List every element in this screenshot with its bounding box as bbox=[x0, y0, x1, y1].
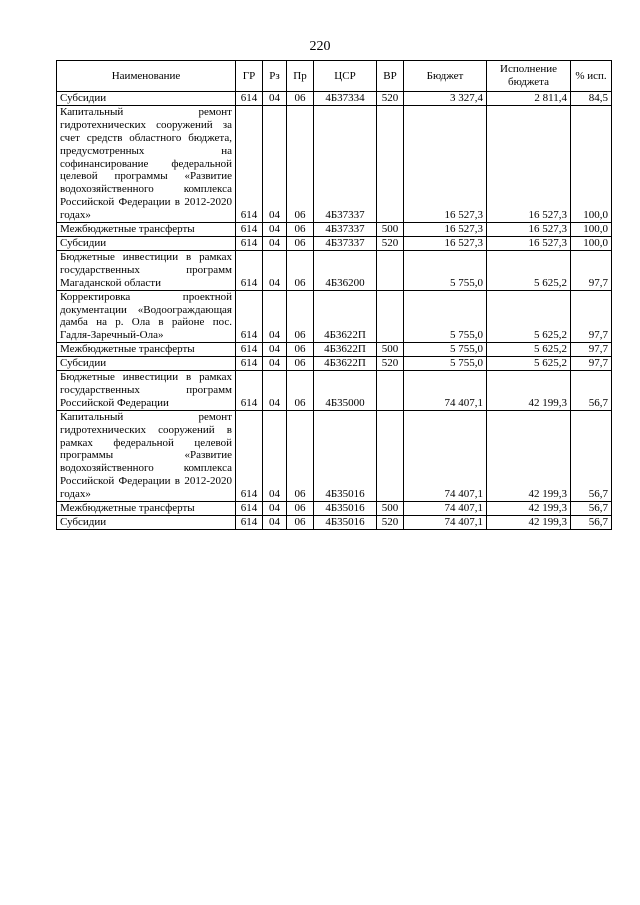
cell-gr: 614 bbox=[236, 410, 263, 501]
table-row bbox=[57, 357, 612, 371]
cell-pr: 06 bbox=[287, 92, 314, 106]
cell-rz: 04 bbox=[263, 223, 287, 237]
table-row bbox=[57, 250, 612, 290]
cell-execution: 5 625,2 bbox=[487, 250, 571, 290]
cell-budget: 16 527,3 bbox=[404, 105, 487, 222]
cell-percent: 56,7 bbox=[571, 410, 612, 501]
cell-pr: 06 bbox=[287, 357, 314, 371]
cell-execution: 16 527,3 bbox=[487, 223, 571, 237]
cell-budget: 74 407,1 bbox=[404, 516, 487, 530]
cell-percent: 56,7 bbox=[571, 371, 612, 411]
cell-pr: 06 bbox=[287, 371, 314, 411]
cell-gr: 614 bbox=[236, 223, 263, 237]
cell-vr: 520 bbox=[377, 516, 404, 530]
cell-budget: 16 527,3 bbox=[404, 223, 487, 237]
cell-percent: 84,5 bbox=[571, 92, 612, 106]
cell-gr: 614 bbox=[236, 236, 263, 250]
cell-vr: 520 bbox=[377, 92, 404, 106]
table-row bbox=[57, 502, 612, 516]
cell-pr: 06 bbox=[287, 236, 314, 250]
cell-csr: 4Б37337 bbox=[314, 223, 377, 237]
cell-name: Субсидии bbox=[57, 236, 236, 250]
cell-execution: 42 199,3 bbox=[487, 502, 571, 516]
header-execution: Исполнение бюджета bbox=[487, 61, 571, 92]
header-budget: Бюджет bbox=[404, 61, 487, 92]
header-rz: Рз bbox=[263, 61, 287, 92]
cell-rz: 04 bbox=[263, 250, 287, 290]
cell-rz: 04 bbox=[263, 516, 287, 530]
cell-execution: 42 199,3 bbox=[487, 410, 571, 501]
cell-execution: 16 527,3 bbox=[487, 236, 571, 250]
cell-budget: 3 327,4 bbox=[404, 92, 487, 106]
cell-name: Бюджетные инвестиции в рамках государственных программ Магаданской области bbox=[57, 250, 236, 290]
cell-percent: 97,7 bbox=[571, 357, 612, 371]
cell-rz: 04 bbox=[263, 290, 287, 343]
cell-pr: 06 bbox=[287, 250, 314, 290]
cell-execution: 5 625,2 bbox=[487, 343, 571, 357]
cell-gr: 614 bbox=[236, 290, 263, 343]
cell-execution: 5 625,2 bbox=[487, 357, 571, 371]
table-row bbox=[57, 105, 612, 222]
cell-budget: 74 407,1 bbox=[404, 371, 487, 411]
cell-pr: 06 bbox=[287, 502, 314, 516]
cell-budget: 16 527,3 bbox=[404, 236, 487, 250]
table-row bbox=[57, 236, 612, 250]
cell-execution: 16 527,3 bbox=[487, 105, 571, 222]
cell-budget: 5 755,0 bbox=[404, 343, 487, 357]
cell-name: Капитальный ремонт гидротехнических сооружений в рамках федеральной целевой программы «Развитие водохозяйственного комплекса Российской Федерации в 2012-2020 годах» bbox=[57, 410, 236, 501]
cell-percent: 97,7 bbox=[571, 250, 612, 290]
cell-pr: 06 bbox=[287, 516, 314, 530]
header-name: Наименование bbox=[57, 61, 236, 92]
cell-pr: 06 bbox=[287, 105, 314, 222]
cell-gr: 614 bbox=[236, 516, 263, 530]
header-gr: ГР bbox=[236, 61, 263, 92]
cell-budget: 74 407,1 bbox=[404, 410, 487, 501]
cell-csr: 4Б35016 bbox=[314, 516, 377, 530]
cell-budget: 5 755,0 bbox=[404, 357, 487, 371]
cell-csr: 4Б3622П bbox=[314, 343, 377, 357]
cell-percent: 97,7 bbox=[571, 290, 612, 343]
cell-budget: 5 755,0 bbox=[404, 290, 487, 343]
cell-csr: 4Б37334 bbox=[314, 92, 377, 106]
table-row bbox=[57, 343, 612, 357]
cell-rz: 04 bbox=[263, 92, 287, 106]
cell-vr: 520 bbox=[377, 357, 404, 371]
cell-rz: 04 bbox=[263, 357, 287, 371]
cell-gr: 614 bbox=[236, 250, 263, 290]
cell-vr: 500 bbox=[377, 502, 404, 516]
cell-name: Корректировка проектной документации «Водоограждающая дамба на р. Ола в районе пос. Гадля-Заречный-Ола» bbox=[57, 290, 236, 343]
cell-vr: 500 bbox=[377, 343, 404, 357]
cell-pr: 06 bbox=[287, 290, 314, 343]
cell-csr: 4Б35016 bbox=[314, 502, 377, 516]
cell-vr bbox=[377, 250, 404, 290]
cell-vr: 500 bbox=[377, 223, 404, 237]
cell-execution: 2 811,4 bbox=[487, 92, 571, 106]
cell-name: Бюджетные инвестиции в рамках государственных программ Российской Федерации bbox=[57, 371, 236, 411]
cell-percent: 100,0 bbox=[571, 236, 612, 250]
cell-execution: 42 199,3 bbox=[487, 516, 571, 530]
cell-pr: 06 bbox=[287, 343, 314, 357]
cell-name: Межбюджетные трансферты bbox=[57, 343, 236, 357]
table-row bbox=[57, 410, 612, 501]
table-row bbox=[57, 92, 612, 106]
cell-vr bbox=[377, 105, 404, 222]
cell-percent: 56,7 bbox=[571, 516, 612, 530]
cell-vr: 520 bbox=[377, 236, 404, 250]
cell-csr: 4Б35000 bbox=[314, 371, 377, 411]
cell-csr: 4Б37337 bbox=[314, 105, 377, 222]
table-row bbox=[57, 223, 612, 237]
table-row bbox=[57, 516, 612, 530]
header-percent: % исп. bbox=[571, 61, 612, 92]
cell-rz: 04 bbox=[263, 371, 287, 411]
cell-gr: 614 bbox=[236, 371, 263, 411]
cell-rz: 04 bbox=[263, 236, 287, 250]
cell-budget: 74 407,1 bbox=[404, 502, 487, 516]
table-header-row bbox=[57, 61, 612, 92]
cell-rz: 04 bbox=[263, 105, 287, 222]
cell-name: Субсидии bbox=[57, 357, 236, 371]
page-number: 220 bbox=[309, 39, 331, 54]
cell-name: Субсидии bbox=[57, 516, 236, 530]
cell-execution: 42 199,3 bbox=[487, 371, 571, 411]
cell-name: Капитальный ремонт гидротехнических сооружений за счет средств областного бюджета, предусмотренных на софинансирование федеральной целевой программы «Развитие водохозяйственного комплекса Российской Федерации в 2012-2020 годах» bbox=[57, 105, 236, 222]
header-vr: ВР bbox=[377, 61, 404, 92]
cell-pr: 06 bbox=[287, 410, 314, 501]
cell-csr: 4Б35016 bbox=[314, 410, 377, 501]
cell-name: Межбюджетные трансферты bbox=[57, 223, 236, 237]
cell-csr: 4Б36200 bbox=[314, 250, 377, 290]
header-csr: ЦСР bbox=[314, 61, 377, 92]
cell-name: Межбюджетные трансферты bbox=[57, 502, 236, 516]
cell-csr: 4Б37337 bbox=[314, 236, 377, 250]
table-row bbox=[57, 290, 612, 343]
cell-pr: 06 bbox=[287, 223, 314, 237]
cell-percent: 100,0 bbox=[571, 105, 612, 222]
cell-gr: 614 bbox=[236, 105, 263, 222]
cell-vr bbox=[377, 290, 404, 343]
cell-execution: 5 625,2 bbox=[487, 290, 571, 343]
table-row bbox=[57, 371, 612, 411]
cell-vr bbox=[377, 410, 404, 501]
cell-gr: 614 bbox=[236, 502, 263, 516]
budget-execution-table bbox=[56, 60, 612, 530]
cell-percent: 100,0 bbox=[571, 223, 612, 237]
cell-percent: 97,7 bbox=[571, 343, 612, 357]
cell-gr: 614 bbox=[236, 92, 263, 106]
cell-percent: 56,7 bbox=[571, 502, 612, 516]
cell-gr: 614 bbox=[236, 343, 263, 357]
header-pr: Пр bbox=[287, 61, 314, 92]
cell-rz: 04 bbox=[263, 410, 287, 501]
cell-name: Субсидии bbox=[57, 92, 236, 106]
cell-csr: 4Б3622П bbox=[314, 290, 377, 343]
cell-csr: 4Б3622П bbox=[314, 357, 377, 371]
cell-budget: 5 755,0 bbox=[404, 250, 487, 290]
cell-gr: 614 bbox=[236, 357, 263, 371]
cell-rz: 04 bbox=[263, 502, 287, 516]
cell-rz: 04 bbox=[263, 343, 287, 357]
cell-vr bbox=[377, 371, 404, 411]
